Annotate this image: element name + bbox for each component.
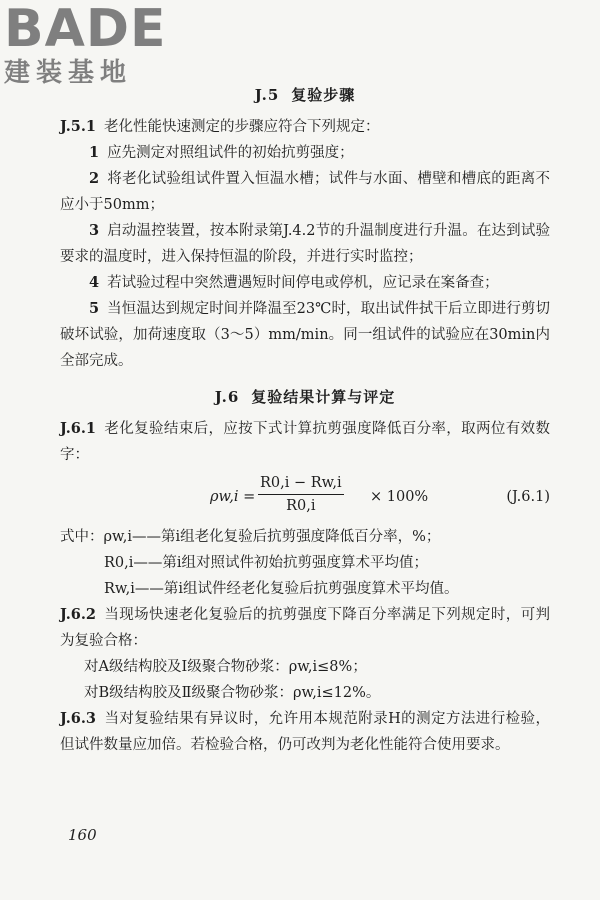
section-title: 复验步骤: [291, 86, 356, 104]
definition-row: [60, 524, 550, 550]
clause-j61: [60, 416, 550, 468]
equation-number: (J.6.1): [506, 489, 550, 505]
clause-number: J.6.1: [60, 420, 97, 437]
criterion-row: 对A级结构胶及Ⅰ级聚合物砂浆：ρw,i≤8%；: [84, 659, 367, 675]
item-text: 若试验过程中突然遭遇短时间停电或停机，应记录在案备查；: [107, 275, 499, 291]
item-text: 当恒温达到规定时间并降温至23℃时，取出试件拭干后立即进行剪切破坏试验，加荷速度取（3～5）mm/min。同一组试件的试验应在30min内全部完成。: [60, 301, 550, 369]
clause-number: J.6.2: [60, 606, 97, 623]
item-number: 3: [89, 222, 100, 239]
formula-fraction: [258, 472, 344, 517]
definition-text: ρw,i——第i组老化复验后抗剪强度降低百分率，%；: [103, 529, 441, 545]
list-item: [60, 140, 550, 166]
symbol-definitions: [60, 524, 550, 602]
item-number: 2: [89, 170, 100, 187]
where-label: 式中：: [60, 529, 104, 545]
formula-numerator: R0,i − Rw,i: [258, 472, 344, 495]
clause-j63: [60, 706, 550, 758]
list-item: [60, 166, 550, 218]
definition-row: R0,i——第i组对照试件初始抗剪强度算术平均值；: [104, 555, 429, 571]
definition-row: Rw,i——第i组试件经老化复验后抗剪强度算术平均值。: [104, 581, 459, 597]
item-number: 4: [89, 274, 100, 291]
list-item: [60, 218, 550, 270]
formula-lhs: ρw,i =: [210, 489, 256, 505]
section-number: J.5: [254, 86, 280, 104]
logo-subtitle: 建装基地: [4, 58, 133, 88]
section-heading-j6: [60, 384, 550, 410]
item-text: 将老化试验组试件置入恒温水槽；试件与水面、槽壁和槽底的距离不应小于50mm；: [60, 171, 550, 213]
item-text: 启动温控装置，按本附录第J.4.2节的升温制度进行升温。在达到试验要求的温度时，进入保持恒温的阶段，并进行实时监控；: [60, 223, 550, 265]
criterion-row: 对B级结构胶及Ⅱ级聚合物砂浆：ρw,i≤12%。: [84, 685, 381, 701]
section-number: J.6: [214, 388, 240, 406]
clause-text: 当现场快速老化复验后的抗剪强度下降百分率满足下列规定时，可判为复验合格：: [60, 607, 550, 649]
formula-tail: × 100%: [370, 489, 429, 505]
page-body: [60, 82, 550, 758]
list-item: [60, 296, 550, 374]
clause-text: 老化复验结束后，应按下式计算抗剪强度降低百分率，取两位有效数字：: [60, 421, 550, 463]
formula-denominator: R0,i: [286, 498, 316, 514]
clause-text: 老化性能快速测定的步骤应符合下列规定：: [104, 119, 380, 135]
page-number: 160: [68, 826, 97, 844]
clause-j51: [60, 114, 550, 140]
formula-j61: [60, 470, 550, 520]
clause-j62: [60, 602, 550, 654]
logo: [4, 2, 167, 88]
section-heading-j5: [60, 82, 550, 108]
list-item: [60, 270, 550, 296]
clause-text: 当对复验结果有异议时，允许用本规范附录H的测定方法进行检验，但试件数量应加倍。若检验合格，仍可改判为老化性能符合使用要求。: [60, 711, 550, 753]
item-text: 应先测定对照组试件的初始抗剪强度；: [107, 145, 354, 161]
logo-mark: BADE: [4, 0, 167, 59]
item-number: 1: [89, 144, 100, 161]
item-number: 5: [89, 300, 100, 317]
section-title: 复验结果计算与评定: [251, 388, 396, 406]
clause-number: J.5.1: [60, 118, 97, 135]
clause-number: J.6.3: [60, 710, 97, 727]
